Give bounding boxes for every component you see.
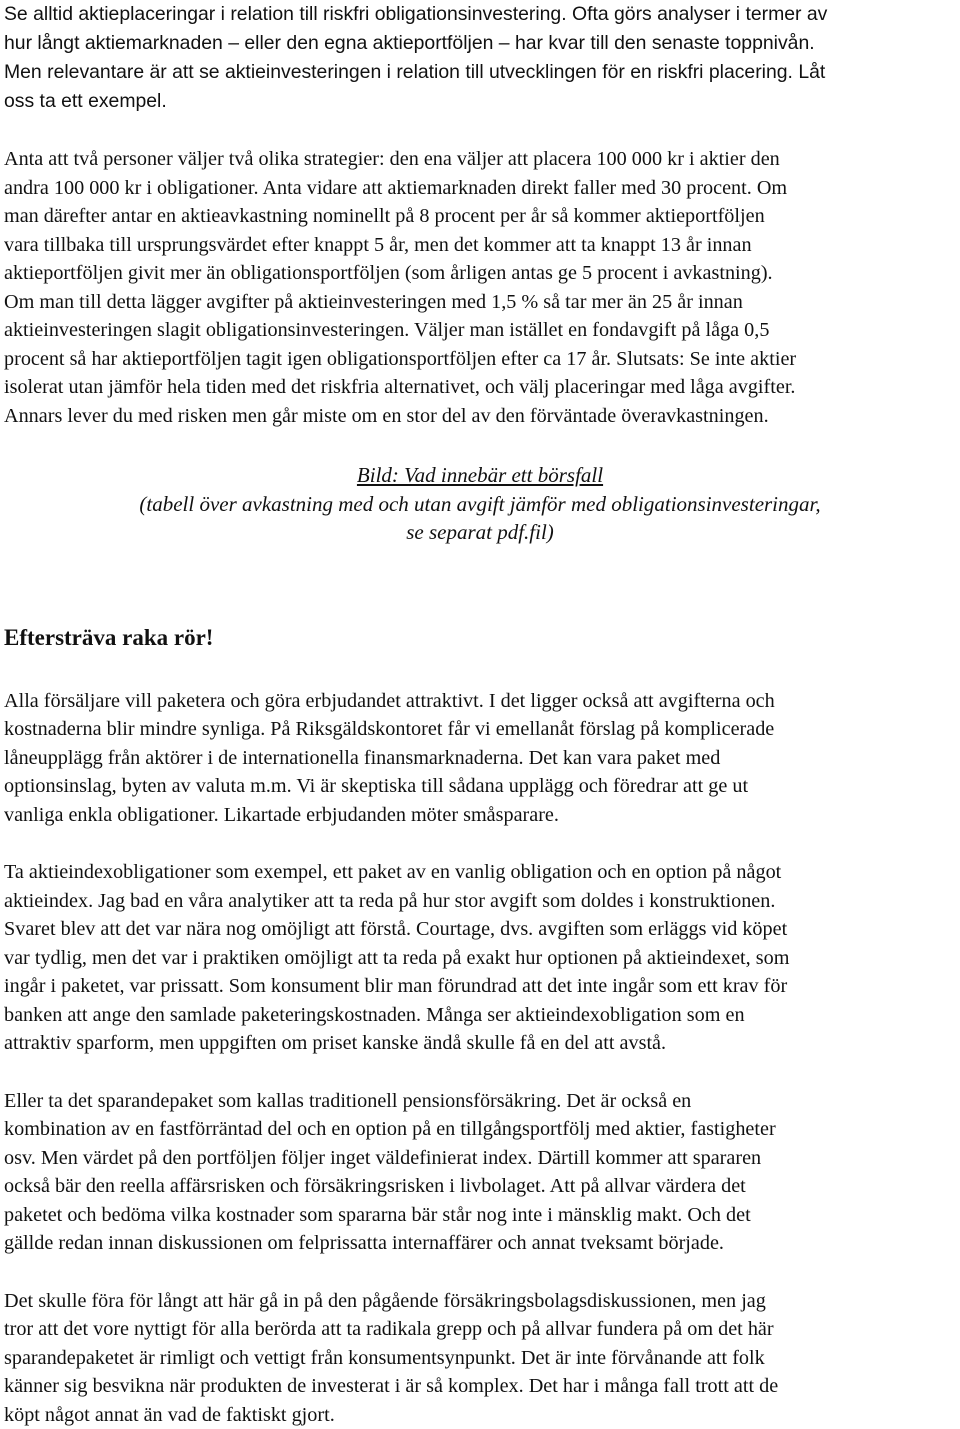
paragraph-raka-4: Det skulle föra för långt att här gå in på den pågående försäkringsbolagsdiskussionen, men jag tror att det vore nyttigt för alla berörda att ta radikala grepp och på allvar fundera på om det här sparandepaketet är rimligt och vettigt från konsumentsynpunkt. Det är inte förvånande att folk känner sig besvikna när produkten de investerat i är så komplex. Det har i många fall trott att de köpt något annat än vad de faktiskt gjort. — [4, 1287, 956, 1429]
paragraph-intro: Se alltid aktieplaceringar i relation till riskfri obligationsinvestering. Ofta görs analyser i termer av hur långt aktiemarknaden – eller den egna aktieportföljen – har kvar till den senaste toppnivån. Men relevantare är att se aktieinvesteringen i relation till utvecklingen för en riskfri placering. Låt oss ta ett exempel. — [4, 0, 956, 116]
paragraph-raka-2: Ta aktieindexobligationer som exempel, ett paket av en vanlig obligation och en option på något aktieindex. Jag bad en våra analytiker att ta reda på hur stor avgift som doldes i konstruktionen. Svaret blev att det var nära nog omöjligt att förstå. Courtage, dvs. avgiften som erläggs vid köpet var tydlig, men det var i praktiken omöjligt att ta reda på exakt hur optionen på aktieindexet, som ingår i paketet, var prissatt. Som konsument blir man förundrad att det inte ingår som ett krav för banken att ange den samlade paketeringskostnaden. Många ser aktieindexobligation som en attraktiv sparform, men uppgiften om priset kanske ändå skulle få en del att avstå. — [4, 858, 956, 1058]
figure-caption-title: Bild: Vad innebär ett börsfall — [4, 461, 956, 490]
paragraph-raka-1: Alla försäljare vill paketera och göra erbjudandet attraktivt. I det ligger också att avgifterna och kostnaderna blir mindre synliga. På Riksgäldskontoret får vi emellanåt förslag på komplicerade låneupplägg från aktörer i de internationella finansmarknaderna. Det kan vara paket med optionsinslag, byten av valuta m.m. Vi är skeptiska till sådana upplägg och föredrar att ge ut vanliga enkla obligationer. Likartade erbjudanden möter småsparare. — [4, 687, 956, 830]
figure-caption-reference: se separat pdf.fil) — [4, 518, 956, 547]
paragraph-raka-3: Eller ta det sparandepaket som kallas traditionell pensionsförsäkring. Det är också en kombination av en fastförräntad del och en option på en tillgångsportfölj med aktier, fastigheter osv. Men värdet på den portföljen följer inget väldefinierat index. Därtill kommer att spararen också bär den reella affärsrisken och försäkringsrisken i livbolaget. Att på allvar värdera det paketet och bedöma vilka kostnader som spararna bär står nog inte i mänsklig makt. Och det gällde redan innan diskussionen om felprissatta internaffärer och annat tveksamt började. — [4, 1087, 956, 1258]
paragraph-example: Anta att två personer väljer två olika strategier: den ena väljer att placera 100 000 kr i aktier den andra 100 000 kr i obligationer. Anta vidare att aktiemarknaden direkt faller med 30 procent. Om man därefter antar en aktieavkastning nominellt på 8 procent per år så kommer aktieportföljen vara tillbaka till ursprungsvärdet efter knappt 5 år, men det kommer att ta knappt 13 år innan aktieportföljen givit mer än obligationsportföljen (som årligen antas ge 5 procent i avkastning). Om man till detta lägger avgifter på aktieinvesteringen med 1,5 % så tar mer än 25 år innan aktieinvesteringen slagit obligationsinvesteringen. Väljer man istället en fondavgift på låga 0,5 procent så har aktieportföljen tagit igen obligationsportföljen efter ca 17 år. Slutsats: Se inte aktier isolerat utan jämför hela tiden med det riskfria alternativet, och välj placeringar med låga avgifter. Annars lever du med risken men går miste om en stor del av den förväntade överavkastningen. — [4, 145, 956, 430]
figure-caption-description: (tabell över avkastning med och utan avgift jämför med obligationsinvesteringar, — [4, 490, 956, 519]
document-page — [4, 0, 956, 1429]
figure-caption — [4, 461, 956, 547]
section-heading: Eftersträva raka rör! — [4, 623, 956, 653]
